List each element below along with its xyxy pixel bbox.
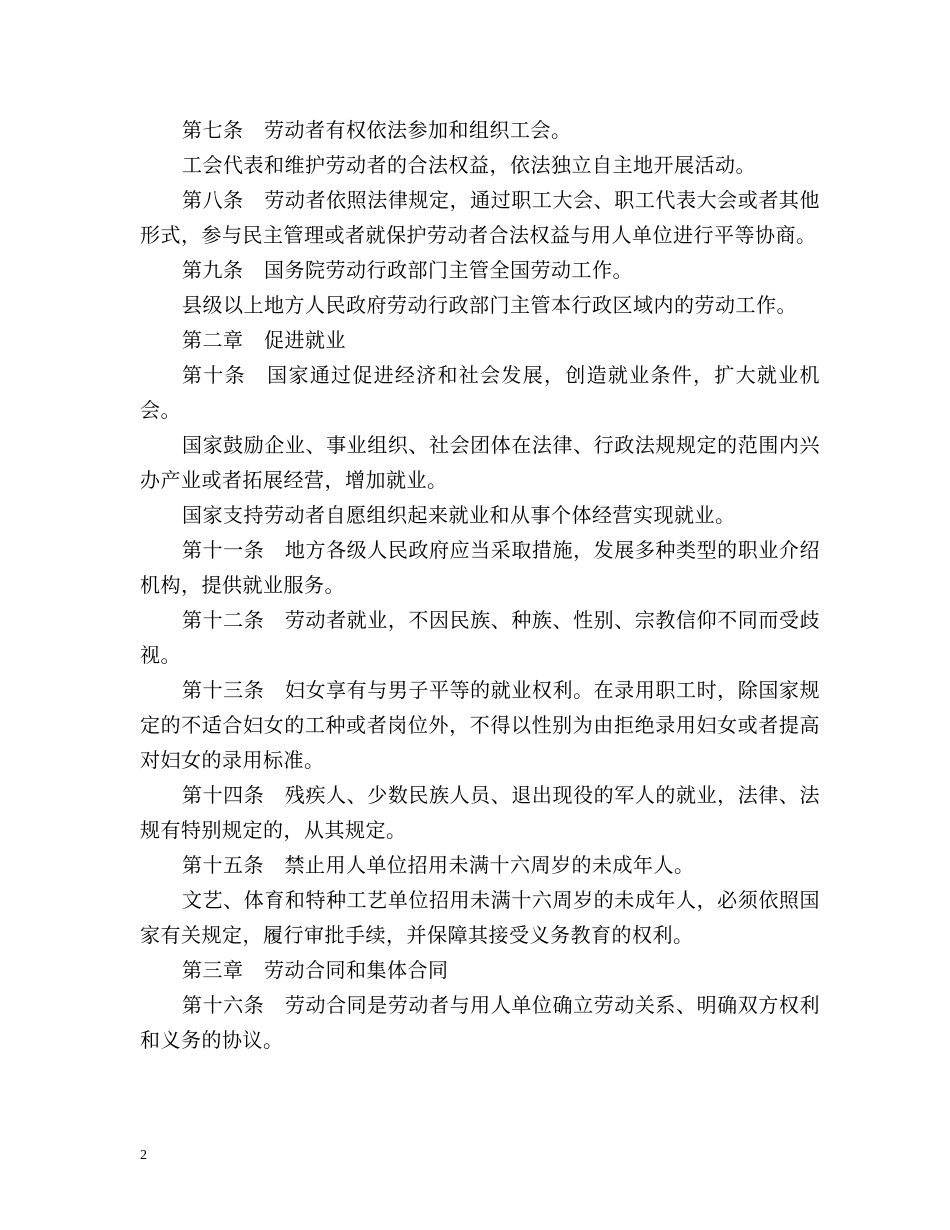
- paragraph-article-14: 第十四条 残疾人、少数民族人员、退出现役的军人的就业，法律、法规有特别规定的，从其规定。: [140, 783, 820, 842]
- paragraph-article-7-clause-2: 工会代表和维护劳动者的合法权益，依法独立自主地开展活动。: [182, 153, 756, 177]
- paragraph-article-16: 第十六条 劳动合同是劳动者与用人单位确立劳动关系、明确双方权利和义务的协议。: [140, 993, 820, 1052]
- paragraph-article-8: 第八条 劳动者依照法律规定，通过职工大会、职工代表大会或者其他形式，参与民主管理或者就保护劳动者合法权益与用人单位进行平等协商。: [140, 188, 820, 247]
- paragraph-article-12: 第十二条 劳动者就业，不因民族、种族、性别、宗教信仰不同而受歧视。: [140, 608, 820, 667]
- paragraph-article-7: 第七条 劳动者有权依法参加和组织工会。: [182, 118, 572, 142]
- document-body: [140, 113, 820, 1058]
- paragraph-article-10-clause-2: 国家鼓励企业、事业组织、社会团体在法律、行政法规规定的范围内兴办产业或者拓展经营，增加就业。: [140, 433, 820, 492]
- paragraph-article-10-clause-3: 国家支持劳动者自愿组织起来就业和从事个体经营实现就业。: [182, 503, 736, 527]
- chapter-heading-2: 第二章 促进就业: [182, 328, 346, 352]
- paragraph-article-10: 第十条 国家通过促进经济和社会发展，创造就业条件，扩大就业机会。: [140, 363, 820, 422]
- paragraph-article-11: 第十一条 地方各级人民政府应当采取措施，发展多种类型的职业介绍机构，提供就业服务。: [140, 538, 820, 597]
- chapter-heading-3: 第三章 劳动合同和集体合同: [182, 958, 449, 982]
- paragraph-article-15-clause-2: 文艺、体育和特种工艺单位招用未满十六周岁的未成年人，必须依照国家有关规定，履行审批手续，并保障其接受义务教育的权利。: [140, 888, 820, 947]
- paragraph-article-13: 第十三条 妇女享有与男子平等的就业权利。在录用职工时，除国家规定的不适合妇女的工种或者岗位外，不得以性别为由拒绝录用妇女或者提高对妇女的录用标准。: [140, 678, 820, 772]
- paragraph-article-15: 第十五条 禁止用人单位招用未满十六周岁的未成年人。: [182, 853, 695, 877]
- paragraph-article-9-clause-2: 县级以上地方人民政府劳动行政部门主管本行政区域内的劳动工作。: [182, 293, 797, 317]
- page-number: 2: [140, 1148, 147, 1163]
- paragraph-article-9: 第九条 国务院劳动行政部门主管全国劳动工作。: [182, 258, 633, 282]
